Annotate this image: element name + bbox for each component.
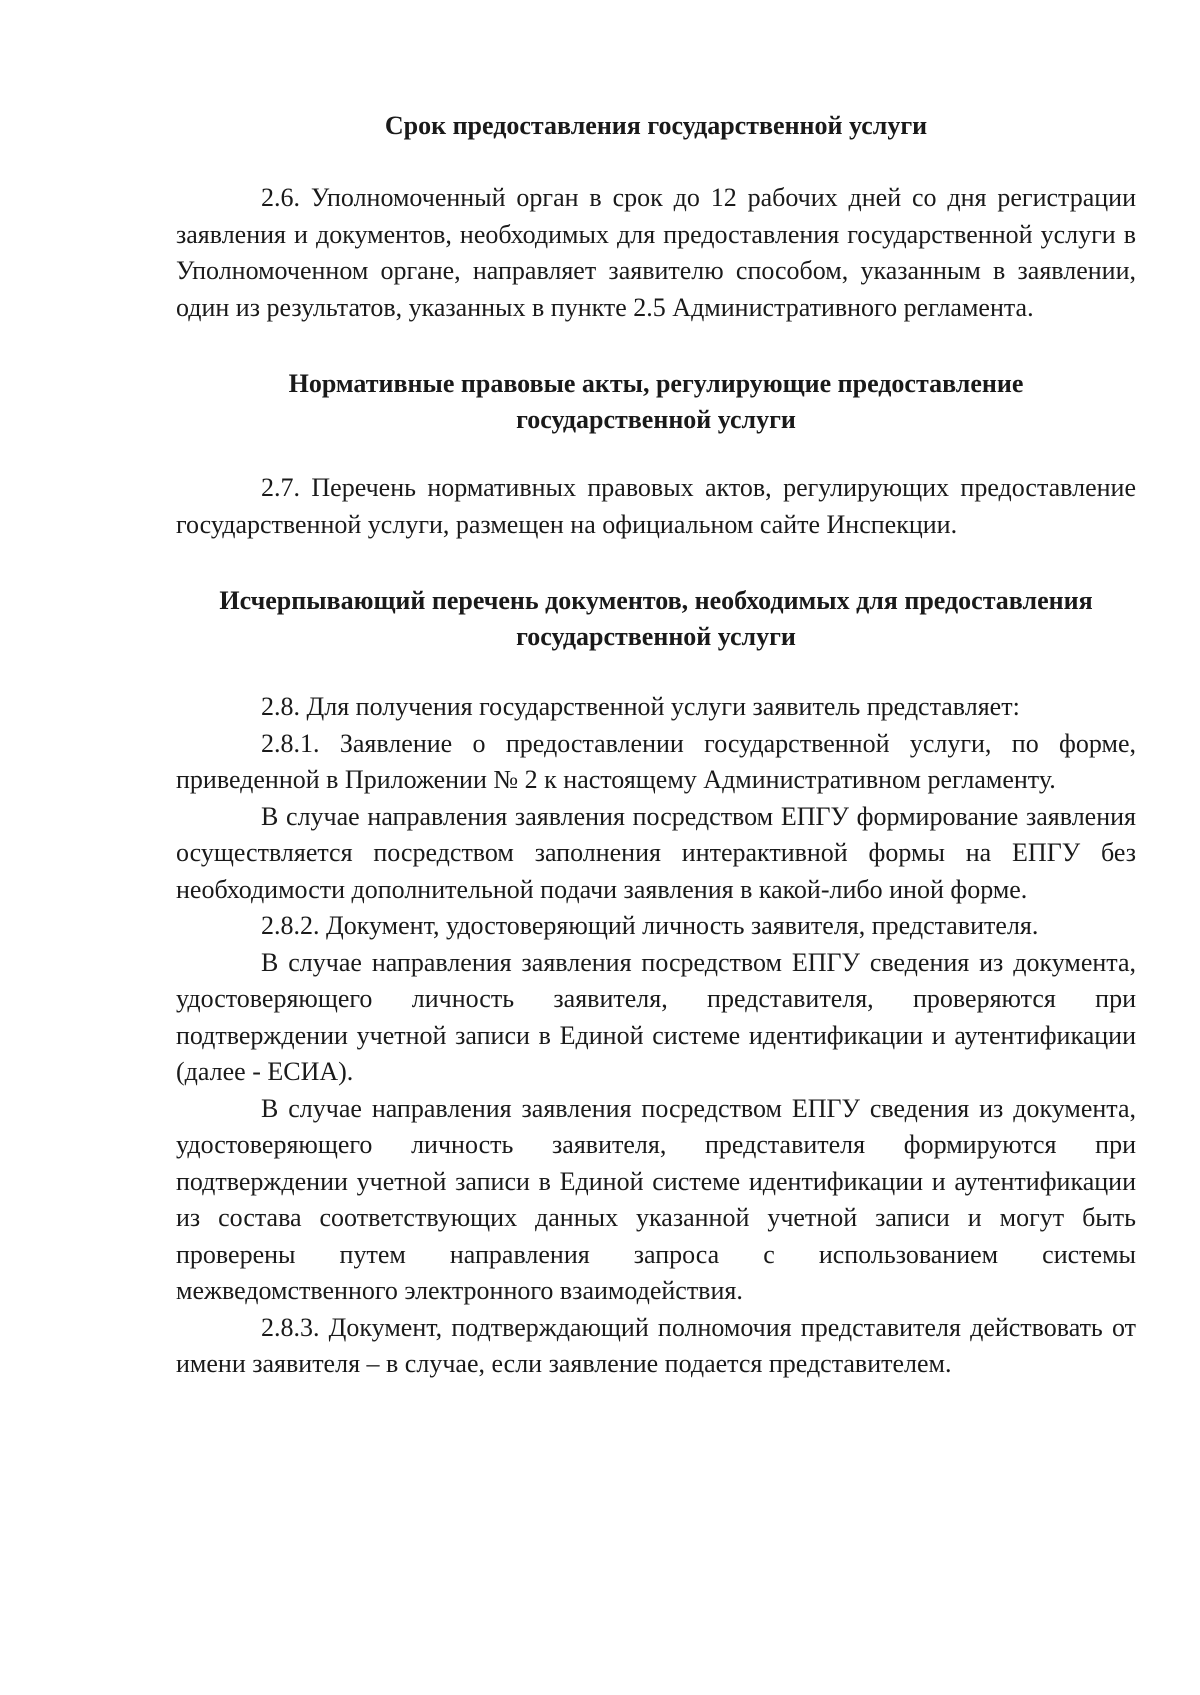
document-page: [176, 108, 1136, 1383]
paragraph-2-8-2: 2.8.2. Документ, удостоверяющий личность заявителя, представителя.: [261, 911, 1039, 940]
paragraph-2-8-1: 2.8.1. Заявление о предоставлении государственной услуги, по форме, приведенной в Приложении № 2 к настоящему Административном регламенту.: [176, 728, 1136, 794]
paragraph-2-8: 2.8. Для получения государственной услуги заявитель представляет:: [261, 692, 1020, 721]
heading-line: государственной услуги: [516, 622, 796, 651]
paragraph-epgu-identity-check: В случае направления заявления посредством ЕПГУ сведения из документа, удостоверяющего личность заявителя, представителя, проверяются при подтверждении учетной записи в Единой системе идентификации и аутентификации (далее - ЕСИА).: [176, 947, 1136, 1086]
paragraph-epgu-identity-form: В случае направления заявления посредством ЕПГУ сведения из документа, удостоверяющего личность заявителя, представителя формируются при подтверждении учетной записи в Единой системе идентификации и аутентификации из состава соответствующих данных указанной учетной записи и могут быть проверены путем направления запроса с использованием системы межведомственного электронного взаимодействия.: [176, 1093, 1136, 1305]
heading-line: Срок предоставления государственной услуги: [384, 111, 928, 140]
heading-line: Нормативные правовые акты, регулирующие предоставление: [288, 369, 1024, 398]
heading-line: Исчерпывающий перечень документов, необходимых для предоставления: [219, 586, 1093, 615]
section-heading-documents: [176, 583, 1136, 655]
paragraph-epgu-form: В случае направления заявления посредством ЕПГУ формирование заявления осуществляется посредством заполнения интерактивной формы на ЕПГУ без необходимости дополнительной подачи заявления в какой-либо иной форме.: [176, 801, 1136, 904]
section-heading-legal-acts: [176, 366, 1136, 438]
paragraph-2-7: 2.7. Перечень нормативных правовых актов, регулирующих предоставление государственной услуги, размещен на официальном сайте Инспекции.: [176, 473, 1136, 539]
paragraph-2-6: 2.6. Уполномоченный орган в срок до 12 рабочих дней со дня регистрации заявления и документов, необходимых для предоставления государственной услуги в Уполномоченном органе, направляет заявителю способом, указанным в заявлении, один из результатов, указанных в пункте 2.5 Административного регламента.: [176, 183, 1136, 322]
heading-line: государственной услуги: [516, 405, 796, 434]
paragraph-2-8-3: 2.8.3. Документ, подтверждающий полномочия представителя действовать от имени заявителя – в случае, если заявление подается представителем.: [176, 1312, 1136, 1378]
section-heading-term: [176, 108, 1136, 144]
